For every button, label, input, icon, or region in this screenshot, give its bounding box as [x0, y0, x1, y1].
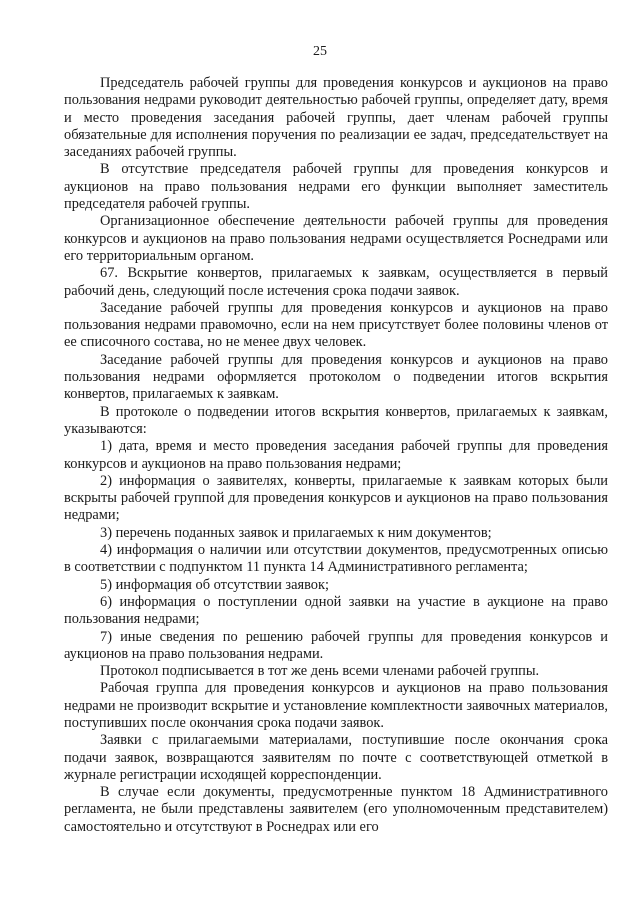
paragraph-signing: Протокол подписывается в тот же день всеми членами рабочей группы.: [100, 663, 540, 680]
list-item-4: 4) информация о наличии или отсутствии документов, предусмотренных описью в соответствии с подпунктом 11 пункта 14 Административного регламента;: [64, 542, 608, 576]
document-body: [64, 75, 608, 836]
paragraph-deputy-chairman: В отсутствие председателя рабочей группы для проведения конкурсов и аукционов на право пользования недрами его функции выполняет заместитель председателя рабочей группы.: [64, 161, 608, 213]
list-item-1: 1) дата, время и место проведения заседания рабочей группы для проведения конкурсов и аукционов на право пользования недрами;: [64, 438, 608, 472]
paragraph-protocol: Заседание рабочей группы для проведения конкурсов и аукционов на право пользования недрами оформляется протоколом о подведении итогов вскрытия конвертов, прилагаемых к заявкам.: [64, 351, 608, 403]
list-item-6: 6) информация о поступлении одной заявки на участие в аукционе на право пользования недрами;: [64, 593, 608, 628]
paragraph-returned-applications: Заявки с прилагаемыми материалами, поступившие после окончания срока подачи заявок, возвращаются заявителям по почте с соответствующей отметкой в журнале регистрации исходящей корреспонденции.: [64, 732, 608, 783]
list-item-2: 2) информация о заявителях, конверты, прилагаемые к заявкам которых были вскрыты рабочей группой для проведения конкурсов и аукционов на право пользования недрами;: [64, 472, 608, 524]
list-item-7: 7) иные сведения по решению рабочей группы для проведения конкурсов и аукционов на право пользования недрами.: [64, 628, 608, 662]
paragraph-quorum: Заседание рабочей группы для проведения конкурсов и аукционов на право пользования недрами правомочно, если на нем присутствует более половины членов от ее списочного состава, но не менее двух человек.: [64, 299, 608, 351]
paragraph-item-67: 67. Вскрытие конвертов, прилагаемых к заявкам, осуществляется в первый рабочий день, следующий после истечения срока подачи заявок.: [64, 265, 608, 299]
list-item-5: 5) информация об отсутствии заявок;: [100, 576, 329, 593]
paragraph-protocol-contents: В протоколе о подведении итогов вскрытия конвертов, прилагаемых к заявкам, указываются:: [64, 403, 608, 437]
list-item-3: 3) перечень поданных заявок и прилагаемых к ним документов;: [100, 524, 492, 541]
page-number: 25: [313, 44, 327, 59]
paragraph-chairman-duties: Председатель рабочей группы для проведения конкурсов и аукционов на право пользования недрами руководит деятельностью рабочей группы, определяет дату, время и место проведения заседания рабочей группы, дает членам рабочей группы обязательные для исполнения поручения по реализации ее задач, председательствует на заседаниях рабочей группы.: [64, 75, 608, 161]
paragraph-late-applications: Рабочая группа для проведения конкурсов и аукционов на право пользования недрами не производит вскрытие и установление комплектности заявочных материалов, поступивших после окончания срока подачи заявок.: [64, 680, 608, 731]
paragraph-missing-documents: В случае если документы, предусмотренные пунктом 18 Административного регламента, не были представлены заявителем (его уполномоченным представителем) самостоятельно и отсутствуют в Роснедрах или его: [64, 784, 608, 835]
paragraph-organizational-support: Организационное обеспечение деятельности рабочей группы для проведения конкурсов и аукционов на право пользования недрами осуществляется Роснедрами или его территориальным органом.: [64, 213, 608, 264]
